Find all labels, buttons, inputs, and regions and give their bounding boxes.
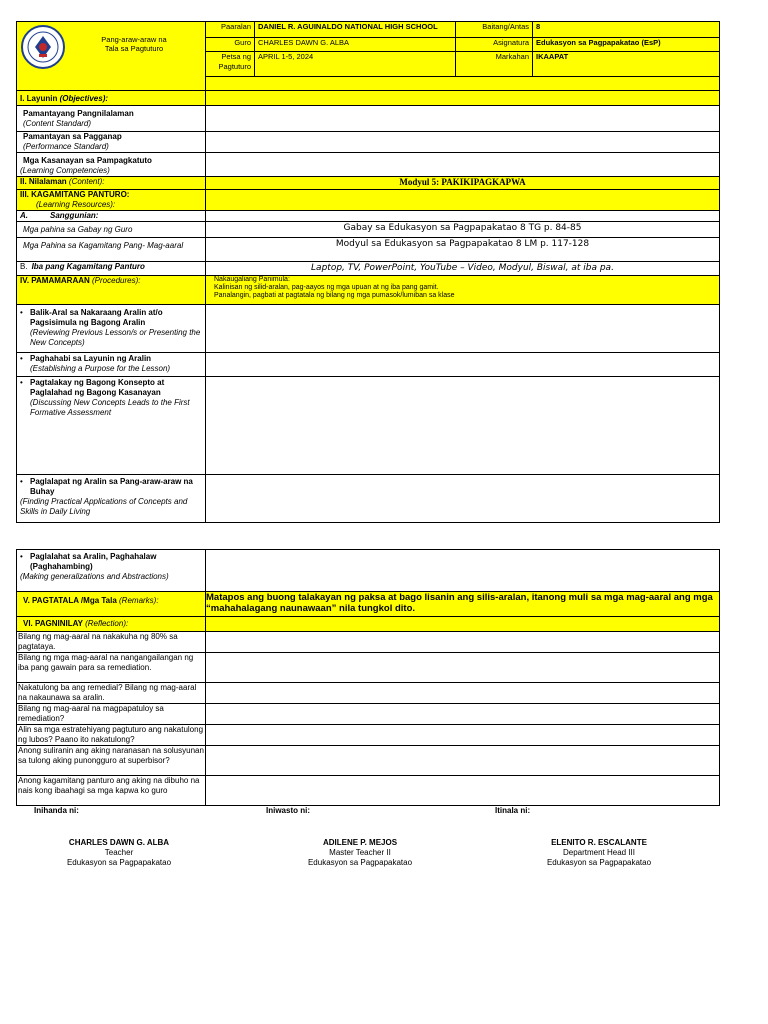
signature-block-preparer	[54, 838, 184, 868]
paglalapat-cell: • Paglalapat ng Aralin sa Pang-araw-araw na Buhay (Finding Practical Applications of Concepts and Skills in Daily Living	[17, 475, 206, 523]
reflection-row-label: Anong suliranin ang aking naranasan na solusyunan sa tulong aking punongguro at superbisor?	[17, 746, 206, 776]
pagtatala-heading: V. PAGTATALA /Mga Tala (Remarks):	[17, 592, 206, 617]
pagtalakay-label: Pagtalakay ng Bagong Konsepto at Paglalahad ng Bagong Kasanayan	[30, 378, 165, 397]
layunin-heading: I. Layunin (Objectives):	[17, 91, 206, 106]
pagninilay-heading: VI. PAGNINILAY (Reflection):	[17, 617, 206, 632]
gabay-value: Gabay sa Edukasyon sa Pagpapakatao 8 TG p. 84-85	[206, 222, 720, 238]
petsa-label-line1: Petsa ng	[221, 52, 251, 61]
reflection-row-value	[206, 746, 720, 776]
markahan-value: IKAAPAT	[533, 52, 720, 77]
asignatura-value: Edukasyon sa Pagpapakatao (EsP)	[533, 38, 720, 52]
reflection-row-value	[206, 632, 720, 653]
reflection-row-value	[206, 683, 720, 704]
pamamaraan-line1: Nakaugaliang Panimula:	[214, 276, 290, 283]
petsa-label-line2: Pagtuturo	[218, 62, 251, 71]
kagamitan-label: III. KAGAMITANG PANTURO:	[20, 190, 130, 199]
balik-label: Balik-Aral sa Nakaraang Aralin at/o Pagsisimula ng Bagong Aralin	[30, 308, 163, 327]
kagamitan-en: (Learning Resources):	[36, 200, 116, 209]
recorder-title: Department Head III	[562, 848, 636, 857]
layunin-value	[206, 91, 720, 106]
kagamitan-pages-label: Mga Pahina sa Kagamitang Pang- Mag-aaral	[17, 238, 206, 262]
pagtalakay-cell: • Pagtalakay ng Bagong Konsepto at Paglalahad ng Bagong Kasanayan (Discussing New Concepts Leads to the First Formative Assessment	[17, 377, 206, 475]
petsa-label	[206, 52, 255, 77]
competencies-value	[206, 153, 720, 177]
reflection-row-label: Bilang ng mag-aaral na nakakuha ng 80% sa pagtataya.	[17, 632, 206, 653]
paglalahat-cell: • Paglalahat sa Aralin, Paghahalaw (Paghahambing) (Making generalizations and Abstractions)	[17, 550, 206, 592]
pamamaraan-line2: Kalinisan ng silid-aralan, pag-aayos ng mga upuan at ng iba pang gamit.	[214, 284, 439, 291]
pagtalakay-en: (Discussing New Concepts Leads to the First Formative Assessment	[30, 398, 190, 417]
deped-seal-icon	[20, 24, 66, 70]
reflection-row-label: Nakatulong ba ang remedial? Bilang ng mag-aaral na nakaunawa sa aralin.	[17, 683, 206, 704]
pagtatala-value: Matapos ang buong talakayan ng paksa at bago lisanin ang silis-aralan, itanong muli sa mga mag-aaral ang mga “mahahalagang naunawaan” nila tungkol dito.	[206, 592, 720, 617]
checker-title: Master Teacher II	[329, 848, 391, 857]
kagamitan-value	[206, 190, 720, 211]
checker-dept: Edukasyon sa Pagpapakatao	[307, 858, 413, 867]
balik-cell: • Balik-Aral sa Nakaraang Aralin at/o Pagsisimula ng Bagong Aralin (Reviewing Previous Lesson/s or Presenting the New Concepts)	[17, 305, 206, 353]
lesson-log-table-page2	[16, 549, 720, 806]
iniwasto-label: Iniwasto ni:	[266, 806, 310, 815]
guro-label: Guro	[206, 38, 255, 52]
balik-value	[206, 305, 720, 353]
paglalahat-en: (Making generalizations and Abstractions)	[20, 572, 169, 581]
performance-standard-value	[206, 132, 720, 153]
competencies-label: Mga Kasanayan sa Pampagkatuto	[23, 156, 152, 165]
pagtalakay-value	[206, 377, 720, 475]
header-title-line1: Pang-araw-araw na	[101, 35, 167, 44]
iba-value: Laptop, TV, PowerPoint, YouTube – Video, Modyul, Biswal, at iba pa.	[206, 262, 720, 276]
header-logo-cell	[17, 22, 206, 91]
reflection-row-label: Alin sa mga estratehiyang pagtuturo ang nakatulong ng lubos? Paano ito nakatulong?	[17, 725, 206, 746]
paaralan-label: Paaralan	[206, 22, 255, 38]
paglalapat-value	[206, 475, 720, 523]
pamamaraan-value	[206, 276, 720, 305]
paglalahat-label: Paglalahat sa Aralin, Paghahalaw (Paghahambing)	[30, 552, 157, 571]
reflection-row-value	[206, 725, 720, 746]
paglalahat-value	[206, 550, 720, 592]
paghahabi-cell: • Paghahabi sa Layunin ng Aralin (Establishing a Purpose for the Lesson)	[17, 353, 206, 377]
pamamaraan-heading: IV. PAMAMARAAN (Procedures):	[17, 276, 206, 305]
preparer-title: Teacher	[104, 848, 134, 857]
lesson-log-table-page1	[16, 21, 720, 523]
reflection-row-label: Bilang ng mga mag-aaral na nangangailangan ng iba pang gawain para sa remediation.	[17, 653, 206, 683]
sanggunian-cell: A. Sanggunian:	[17, 211, 206, 222]
kagamitan-pages-value: Modyul sa Edukasyon sa Pagpapakatao 8 LM p. 117-128	[206, 238, 720, 262]
nilalaman-value: Modyul 5: PAKIKIPAGKAPWA	[206, 177, 720, 190]
baitang-value: 8	[533, 22, 720, 38]
paghahabi-value	[206, 353, 720, 377]
kagamitan-heading	[17, 190, 206, 211]
content-standard-label: Pamantayang Pangnilalaman	[23, 109, 134, 118]
iba-cell: B. Iba pang Kagamitang Panturo	[17, 262, 206, 276]
signature-block-recorder	[534, 838, 664, 868]
paghahabi-label: Paghahabi sa Layunin ng Aralin	[30, 354, 152, 363]
reflection-row-value	[206, 704, 720, 725]
reflection-row-value	[206, 776, 720, 806]
recorder-dept: Edukasyon sa Pagpapakatao	[546, 858, 652, 867]
paglalapat-label: Paglalapat ng Aralin sa Pang-araw-araw na Buhay	[30, 477, 193, 496]
performance-standard-cell	[17, 132, 206, 153]
preparer-name: CHARLES DAWN G. ALBA	[68, 838, 170, 847]
pagninilay-value	[206, 617, 720, 632]
petsa-value: APRIL 1-5, 2024	[255, 52, 456, 77]
content-standard-cell	[17, 106, 206, 132]
performance-standard-en: (Performance Standard)	[23, 142, 109, 151]
itinala-label: Itinala ni:	[495, 806, 531, 815]
nilalaman-heading: II. Nilalaman (Content):	[17, 177, 206, 190]
checker-name: ADILENE P. MEJOS	[322, 838, 398, 847]
reflection-row-label: Bilang ng mag-aaral na magpapatuloy sa remediation?	[17, 704, 206, 725]
paaralan-value: DANIEL R. AGUINALDO NATIONAL HIGH SCHOOL	[255, 22, 456, 38]
gabay-label: Mga pahina sa Gabay ng Guro	[17, 222, 206, 238]
header-blank-row	[206, 77, 720, 91]
markahan-label: Markahan	[456, 52, 533, 77]
competencies-en: (Learning Competencies)	[20, 166, 110, 175]
paghahabi-en: (Establishing a Purpose for the Lesson)	[30, 364, 171, 373]
preparer-dept: Edukasyon sa Pagpapakatao	[66, 858, 172, 867]
competencies-cell	[17, 153, 206, 177]
content-standard-value	[206, 106, 720, 132]
balik-en: (Reviewing Previous Lesson/s or Presenting the New Concepts)	[30, 328, 201, 347]
signature-block-checker	[295, 838, 425, 868]
pamamaraan-line3: Panalangin, pagbati at pagtatala ng bilang ng mga pumasok/lumiban sa klase	[214, 292, 455, 299]
sanggunian-value	[206, 211, 720, 222]
recorder-name: ELENITO R. ESCALANTE	[551, 838, 647, 847]
inihanda-label: Inihanda ni:	[34, 806, 79, 815]
paglalapat-en: (Finding Practical Applications of Concepts and Skills in Daily Living	[20, 497, 188, 516]
header-title-line2: Tala sa Pagtuturo	[104, 44, 164, 53]
performance-standard-label: Pamantayan sa Pagganap	[23, 132, 122, 141]
baitang-label: Baitang/Antas	[456, 22, 533, 38]
content-standard-en: (Content Standard)	[23, 119, 92, 128]
asignatura-label: Asignatura	[456, 38, 533, 52]
guro-value: CHARLES DAWN G. ALBA	[255, 38, 456, 52]
reflection-row-value	[206, 653, 720, 683]
reflection-row-label: Anong kagamitang panturo ang aking na dibuho na nais kong ibaahagi sa mga kapwa ko guro	[17, 776, 206, 806]
